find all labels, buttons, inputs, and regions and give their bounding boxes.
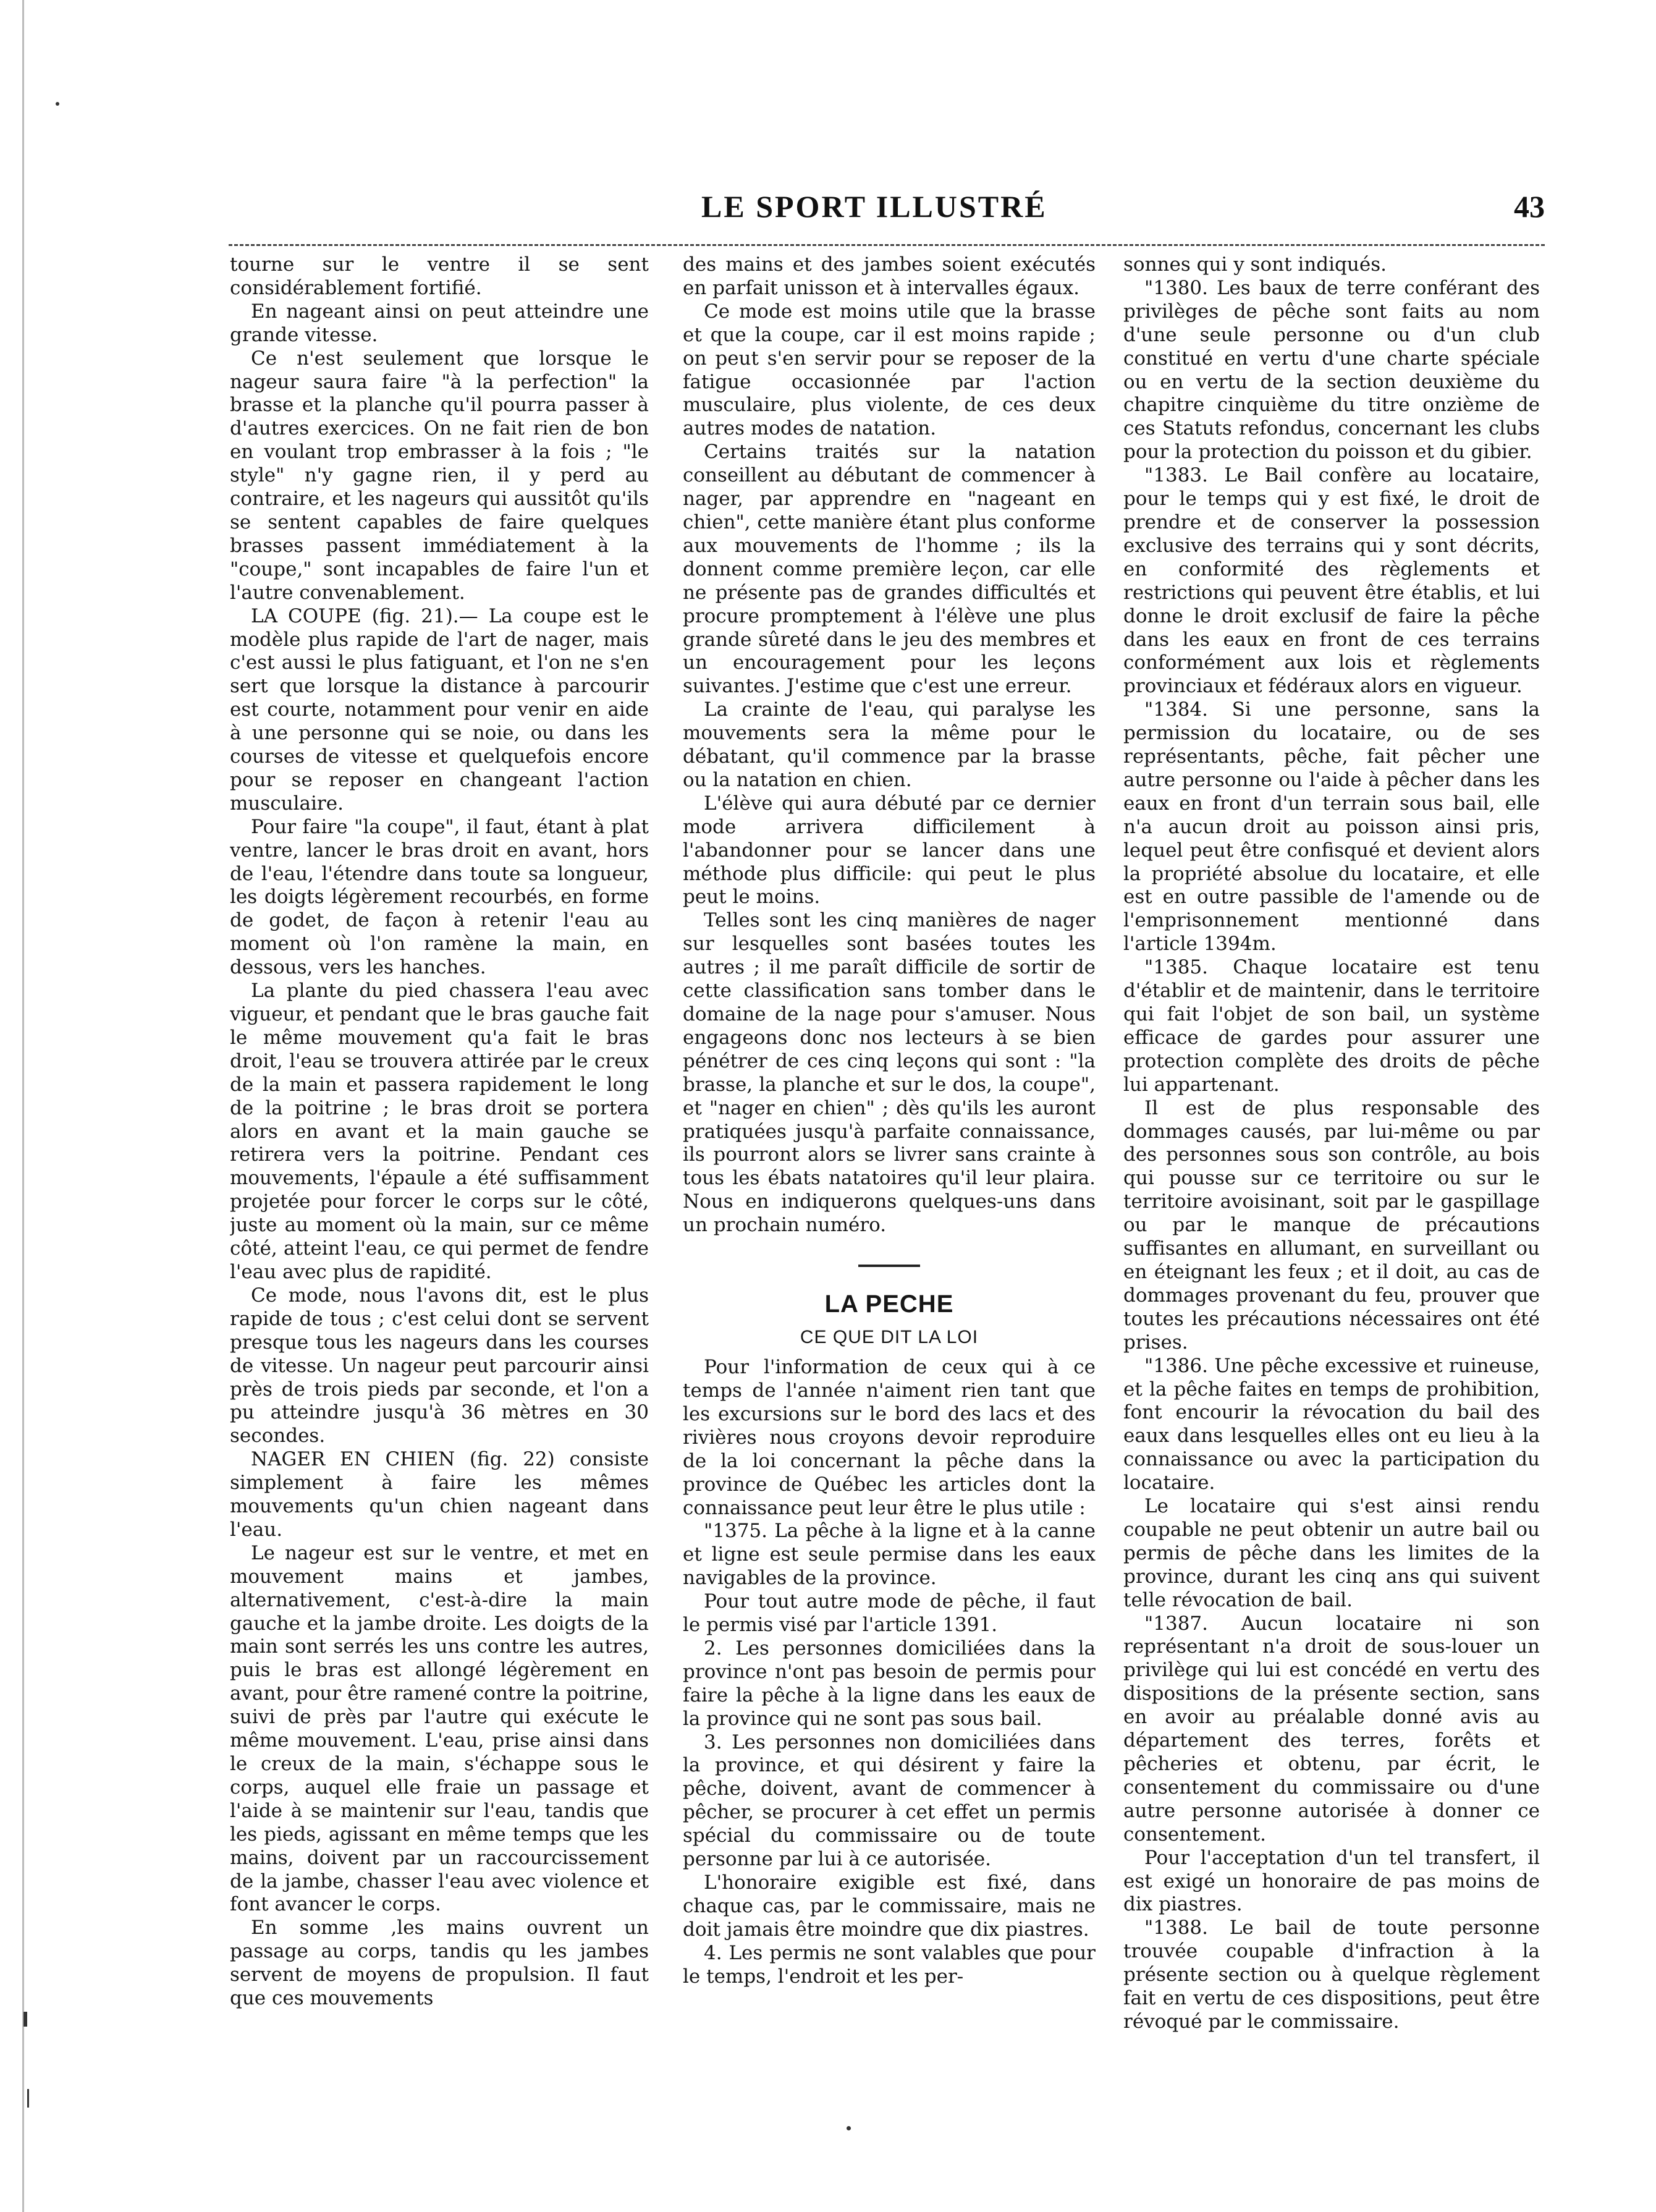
- article-paragraph: Le locataire qui s'est ainsi rendu coupable ne peut obtenir un autre bail ou permis de pêche dans les limites de la province, durant les cinq ans qui suivent telle révocation de bail.: [1123, 1495, 1540, 1611]
- article-paragraph: Certains traités sur la natation conseillent au débutant de commencer à nager, par apprendre en "nageant en chien", cette manière étant plus conforme aux mouvements de l'homme ; ils la donnent comme première leçon, car elle ne présente pas de grandes difficultés et procure promptement à l'élève une plus grande sûreté dans le jeu des membres et un encouragement pour les leçons suivantes. J'estime que c'est une erreur.: [683, 441, 1096, 698]
- scan-mark: [23, 2012, 27, 2027]
- article-paragraph: Le nageur est sur le ventre, et met en mouvement mains et jambes, alternativement, c'est-à-dire la main gauche et la jambe droite. Les doigts de la main sont serrés les uns contre les autres, puis le bras est allongé légèrement en avant, pour être ramené contre la poitrine, suivi de près par l'autre qui exécute le même mouvement. L'eau, prise ainsi dans le creux de la main, s'échappe sous le corps, auquel elle fraie un passage et l'aide à se maintenir sur l'eau, tandis que les pieds, agissant en même temps que les mains, doivent par un raccourcissement de la jambe, chasser l'eau avec violence et font avancer le corps.: [230, 1541, 649, 1916]
- article-paragraph: En somme ,les mains ouvrent un passage au corps, tandis qu les jambes servent de moyens de propulsion. Il faut que ces mouvements: [230, 1917, 649, 2010]
- article-paragraph: 2. Les personnes domiciliées dans la province n'ont pas besoin de permis pour faire la pêche à la ligne dans les eaux de la province qui ne sont pas sous bail.: [683, 1637, 1096, 1730]
- article-paragraph: Pour faire "la coupe", il faut, étant à plat ventre, lancer le bras droit en avant, hors de l'eau, l'étendre dans toute sa longueur, les doigts légèrement recourbés, en forme de godet, de façon à retenir l'eau au moment où l'on ramène la main, en dessous, vers les hanches.: [230, 815, 649, 979]
- article-paragraph: sonnes qui y sont indiqués.: [1123, 253, 1387, 276]
- column-2: [683, 253, 1096, 2083]
- article-paragraph: "1384. Si une personne, sans la permission du locataire, ou de ses représentants, pêche, fait pêcher une autre personne ou l'aide à pêcher dans les eaux en front d'un terrain sous bail, elle n'a aucun droit au poisson ainsi pris, lequel peut être confisqué et devient alors la propriété absolue du locataire, et elle est en outre passible de l'amende ou de l'emprisonnement mentionné dans l'article 1394m.: [1123, 698, 1540, 956]
- scan-edge-line: [22, 0, 24, 2212]
- article-paragraph: En nageant ainsi on peut atteindre une grande vitesse.: [230, 300, 649, 346]
- article-paragraph: La plante du pied chassera l'eau avec vigueur, et pendant que le bras gauche fait le même mouvement qu'a fait le bras droit, l'eau se trouvera attirée par le creux de la main et passera rapidement le long de la poitrine ; le bras droit se portera alors en avant et la main gauche se retirera vers la poitrine. Pendant ces mouvements, l'épaule a été suffisamment projetée pour forcer le corps sur le côté, juste au moment où la main, sur ce même côté, atteint l'eau, ce qui permet de fendre l'eau avec plus de rapidité.: [230, 980, 649, 1283]
- section-separator: [858, 1265, 920, 1267]
- page-header: [229, 189, 1545, 232]
- article-paragraph: 4. Les permis ne sont valables que pour le temps, l'endroit et les per-: [683, 1941, 1096, 1988]
- article-paragraph: L'élève qui aura débuté par ce dernier mode arrivera difficilement à l'abandonner pour se lancer dans une méthode plus difficile: qui peut le plus peut le moins.: [683, 792, 1096, 909]
- article-paragraph: Ce mode est moins utile que la brasse et que la coupe, car il est moins rapide ; on peut s'en servir pour se reposer de la fatigue occasionnée par l'action musculaire, plus violente, de ces deux autres modes de natation.: [683, 300, 1096, 440]
- article-paragraph: L'honoraire exigible est fixé, dans chaque cas, par le commissaire, mais ne doit jamais être moindre que dix piastres.: [683, 1871, 1096, 1941]
- article-paragraph: "1387. Aucun locataire ni son représentant n'a droit de sous-louer un privilège qui lui est concédé en vertu des dispositions de la présente section, sans en avoir au préalable donné avis au département des terres, forêts et pêcheries et obtenu, par écrit, le consentement du commissaire ou d'une autre personne autorisée à donner ce consentement.: [1123, 1612, 1540, 1845]
- article-paragraph: Pour l'information de ceux qui à ce temps de l'année n'aiment rien tant que les excursions sur le bord des lacs et des rivières nous croyons devoir reproduire de la loi concernant la pêche dans la province de Québec les articles dont la connaissance peut leur être le plus utile :: [683, 1356, 1096, 1519]
- article-paragraph: La crainte de l'eau, qui paralyse les mouvements sera la même pour le débatant, qu'il commence par la brasse ou la natation en chien.: [683, 698, 1096, 791]
- article-paragraph: "1383. Le Bail confère au locataire, pour le temps qui y est fixé, le droit de prendre et de conserver la possession exclusive des terrains qui y sont décrits, en conformité des règlements et restrictions qui peuvent être établis, et lui donne le droit exclusif de faire la pêche dans les eaux en front de ces terrains conformément aux lois et règlements provinciaux et fédéraux alors en vigueur.: [1123, 464, 1540, 698]
- column-1: [230, 253, 649, 2083]
- article-paragraph: Ce n'est seulement que lorsque le nageur saura faire "à la perfection" la brasse et la planche qu'il pourra passer à d'autres exercices. On ne fait rien de bon en voulant trop embrasser à la fois ; "le style" n'y gagne rien, il y perd au contraire, et les nageurs qui aussitôt qu'ils se sentent capables de faire quelques brasses passent immédiatement à la "coupe," sont incapables de faire l'un et l'autre convenablement.: [230, 347, 649, 604]
- article-paragraph: NAGER EN CHIEN (fig. 22) consiste simplement à faire les mêmes mouvements qu'un chien nageant dans l'eau.: [230, 1448, 649, 1541]
- article-paragraph: Pour tout autre mode de pêche, il faut le permis visé par l'article 1391.: [683, 1590, 1096, 1637]
- page-number: 43: [1514, 189, 1545, 224]
- column-2-swimming-text: [683, 253, 1096, 1237]
- article-paragraph: "1375. La pêche à la ligne et à la canne et ligne est seule permise dans les eaux navigables de la province.: [683, 1520, 1096, 1590]
- article-paragraph: Pour l'acceptation d'un tel transfert, il est exigé un honoraire de pas moins de dix piastres.: [1123, 1846, 1540, 1916]
- article-paragraph: des mains et des jambes soient exécutés en parfait unisson et à intervalles égaux.: [683, 253, 1096, 299]
- page-mark: [847, 2126, 851, 2130]
- column-3: [1123, 253, 1540, 2083]
- article-paragraph: LA COUPE (fig. 21).— La coupe est le modèle plus rapide de l'art de nager, mais c'est aussi le plus fatiguant, et l'on ne s'en sert que lorsque la distance à parcourir est courte, notamment pour venir en aide à une personne qui se noie, ou dans les courses de vitesse et quelquefois encore pour se reposer en changeant l'action musculaire.: [230, 604, 649, 815]
- scan-mark: [27, 2089, 29, 2108]
- article-paragraph: "1388. Le bail de toute personne trouvée coupable d'infraction à la présente section ou à quelque règlement fait en vertu de ces dispositions, peut être révoqué par le commissaire.: [1123, 1917, 1540, 2033]
- header-rule: [229, 244, 1545, 246]
- section-title: LA PECHE: [824, 1290, 954, 1318]
- column-2-fishing-text: [683, 1356, 1096, 1988]
- article-paragraph: Il est de plus responsable des dommages causés, par lui-même ou par des personnes sous son contrôle, au bois qui pousse sur ce territoire ou sur le territoire avoisinant, soit par le gaspillage ou par le manque de précautions suffisantes en allumant, en surveillant ou en éteignant les feux ; et il doit, au cas de dommages provenant du feu, prouver que toutes les précautions nécessaires ont été prises.: [1123, 1096, 1540, 1354]
- scan-mark: [56, 102, 59, 106]
- section-subtitle: CE QUE DIT LA LOI: [800, 1327, 979, 1348]
- article-paragraph: "1385. Chaque locataire est tenu d'établir et de maintenir, dans le territoire qui fait l'objet de son bail, un système efficace de gardes pour assurer une protection complète des droits de pêche lui appartenant.: [1123, 956, 1540, 1096]
- article-paragraph: "1386. Une pêche excessive et ruineuse, et la pêche faites en temps de prohibition, font encourir la révocation du bail des eaux dans lesquelles elles ont eu lieu à la connaissance ou avec la participation du locataire.: [1123, 1354, 1540, 1494]
- publication-title: LE SPORT ILLUSTRÉ: [701, 189, 1047, 224]
- article-paragraph: 3. Les personnes non domiciliées dans la province, et qui désirent y faire la pêche, doivent, avant de commencer à pêcher, se procurer à cet effet un permis spécial du commissaire ou de toute personne par lui à ce autorisée.: [683, 1731, 1096, 1871]
- article-paragraph: Telles sont les cinq manières de nager sur lesquelles sont basées toutes les autres ; il me paraît difficile de sortir de cette classification sans tomber dans le domaine de la nage pour s'amuser. Nous engageons donc nos lecteurs à se bien pénétrer de ces cinq leçons qui sont : "la brasse, la planche et sur le dos, la coupe", et "nager en chien" ; dès qu'ils les auront pratiquées jusqu'à parfaite connaissance, ils pourront alors se livrer sans crainte à tous les ébats natatoires qu'il leur plaira. Nous en indiquerons quelques-uns dans un prochain numéro.: [683, 909, 1096, 1237]
- article-paragraph: tourne sur le ventre il se sent considérablement fortifié.: [230, 253, 649, 299]
- article-paragraph: Ce mode, nous l'avons dit, est le plus rapide de tous ; c'est celui dont se servent presque tous les nageurs dans les courses de vitesse. Un nageur peut parcourir ainsi près de trois pieds par seconde, et l'on a pu atteindre jusqu'à 36 mètres en 30 secondes.: [230, 1284, 649, 1447]
- article-paragraph: "1380. Les baux de terre conférant des privilèges de pêche sont faits au nom d'une seule personne ou d'un club constitué en vertu d'une charte spéciale ou en vertu de la section deuxième du chapitre cinquième du titre onzième de ces Statuts refondus, concernant les clubs pour la protection du poisson et du gibier.: [1123, 276, 1540, 464]
